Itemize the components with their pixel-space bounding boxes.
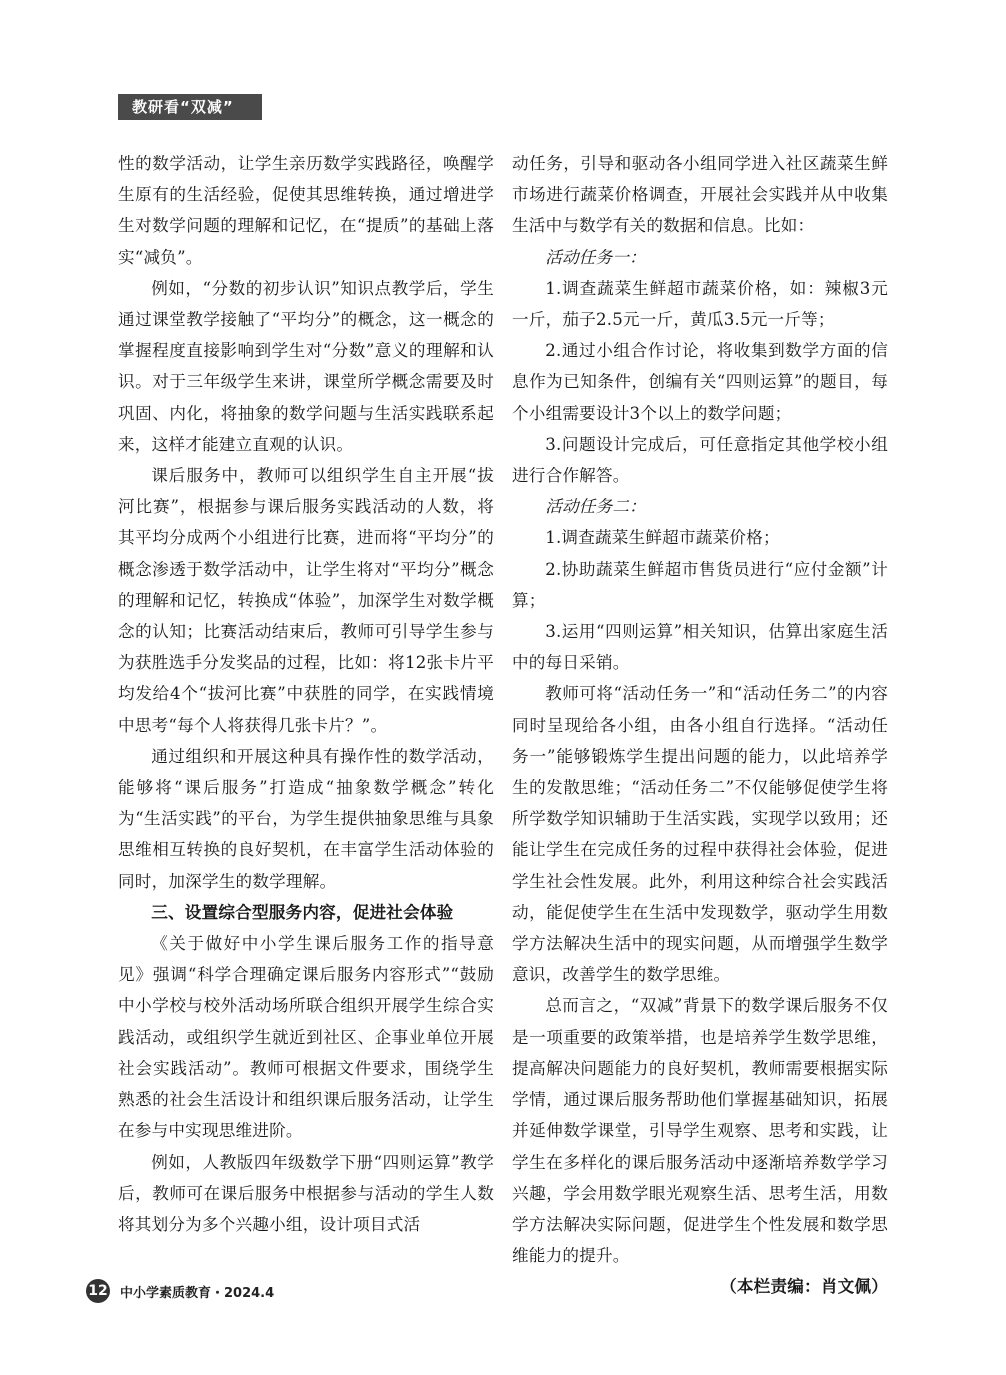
paragraph: 1.调查蔬菜生鲜超市蔬菜价格，如：辣椒3元一斤，茄子2.5元一斤，黄瓜3.5元一斤等； <box>512 278 888 330</box>
right-column <box>512 148 888 1303</box>
paragraph: 1.调查蔬菜生鲜超市蔬菜价格； <box>545 528 780 548</box>
page-number: 12 <box>86 1279 110 1303</box>
section-header-tab: 教研看“双减” <box>118 94 262 120</box>
paragraph: 总而言之，“双减”背景下的数学课后服务不仅是一项重要的政策举措，也是培养学生数学思维，提高解决问题能力的良好契机，教师需要根据实际学情，通过课后服务帮助他们掌握基础知识，拓展并延伸数学课堂，引导学生观察、思考和实践，让学生在多样化的课后服务活动中逐渐培养数学学习兴趣，学会用数学眼光观察生活、思考生活，用数学方法解决实际问题，促进学生个性发展和数学思维能力的提升。 <box>512 996 888 1266</box>
paragraph: 2.通过小组合作讨论，将收集到数学方面的信息作为已知条件，创编有关“四则运算”的题目，每个小组需要设计3个以上的数学问题； <box>512 341 888 423</box>
paragraph: 2.协助蔬菜生鲜超市售货员进行“应付金额”计算； <box>512 559 888 610</box>
task-heading: 活动任务二： <box>545 497 646 517</box>
paragraph: 课后服务中，教师可以组织学生自主开展“拔河比赛”，根据参与课后服务实践活动的人数，将其平均分成两个小组进行比赛，进而将“平均分”的概念渗透于数学活动中，让学生将对“平均分”概念的理解和记忆，转换成“体验”，加深学生对数学概念的认知；比赛活动结束后，教师可引导学生参与为获胜选手分发奖品的过程，比如：将12张卡片平均发给4个“拔河比赛”中获胜的同学，在实践情境中思考“每个人将获得几张卡片？”。 <box>118 466 494 735</box>
editor-credit: （本栏责编：肖文佩） <box>720 1276 888 1297</box>
journal-info: 中小学素质教育・2024.4 <box>120 1285 275 1301</box>
task-heading: 活动任务一： <box>545 247 646 267</box>
paragraph: 《关于做好中小学生课后服务工作的指导意见》强调“科学合理确定课后服务内容形式”“鼓励中小学校与校外活动场所联合组织开展学生综合实践活动，或组织学生就近到社区、企事业单位开展社会实践活动”。教师可根据文件要求，围绕学生熟悉的社会生活设计和组织课后服务活动，让学生在参与中实现思维进阶。 <box>118 934 494 1141</box>
paragraph: 3.运用“四则运算”相关知识，估算出家庭生活中的每日采销。 <box>512 622 888 673</box>
paragraph: 例如，“分数的初步认识”知识点教学后，学生通过课堂教学接触了“平均分”的概念，这一概念的掌握程度直接影响到学生对“分数”意义的理解和认识。对于三年级学生来讲，课堂所学概念需要及时巩固、内化，将抽象的数学问题与生活实践联系起来，这样才能建立直观的认识。 <box>118 278 494 454</box>
section-heading: 三、设置综合型服务内容，促进社会体验 <box>151 901 454 922</box>
paragraph: 3.问题设计完成后，可任意指定其他学校小组进行合作解答。 <box>512 434 888 486</box>
paragraph: 性的数学活动，让学生亲历数学实践路径，唤醒学生原有的生活经验，促使其思维转换，通过增进学生对数学问题的理解和记忆，在“提质”的基础上落实“减负”。 <box>118 154 494 267</box>
page-footer <box>86 1279 274 1303</box>
paragraph: 教师可将“活动任务一”和“活动任务二”的内容同时呈现给各小组，由各小组自行选择。“活动任务一”能够锻炼学生提出问题的能力，以此培养学生的发散思维；“活动任务二”不仅能够促使学生将所学数学知识辅助于生活实践，实现学以致用；还能让学生在完成任务的过程中获得社会体验，促进学生社会性发展。此外，利用这种综合社会实践活动，能促使学生在生活中发现数学，驱动学生用数学方法解决生活中的现实问题，从而增强学生数学意识，改善学生的数学思维。 <box>512 684 888 985</box>
paragraph: 动任务，引导和驱动各小组同学进入社区蔬菜生鲜市场进行蔬菜价格调查，开展社会实践并从中收集生活中与数学有关的数据和信息。比如： <box>512 154 888 236</box>
left-column <box>118 148 494 1240</box>
paragraph: 例如，人教版四年级数学下册“四则运算”教学后，教师可在课后服务中根据参与活动的学生人数将其划分为多个兴趣小组，设计项目式活 <box>118 1152 494 1234</box>
paragraph: 通过组织和开展这种具有操作性的数学活动，能够将“课后服务”打造成“抽象数学概念”转化为“生活实践”的平台，为学生提供抽象思维与具象思维相互转换的良好契机，在丰富学生活动体验的同时，加深学生的数学理解。 <box>118 746 494 891</box>
